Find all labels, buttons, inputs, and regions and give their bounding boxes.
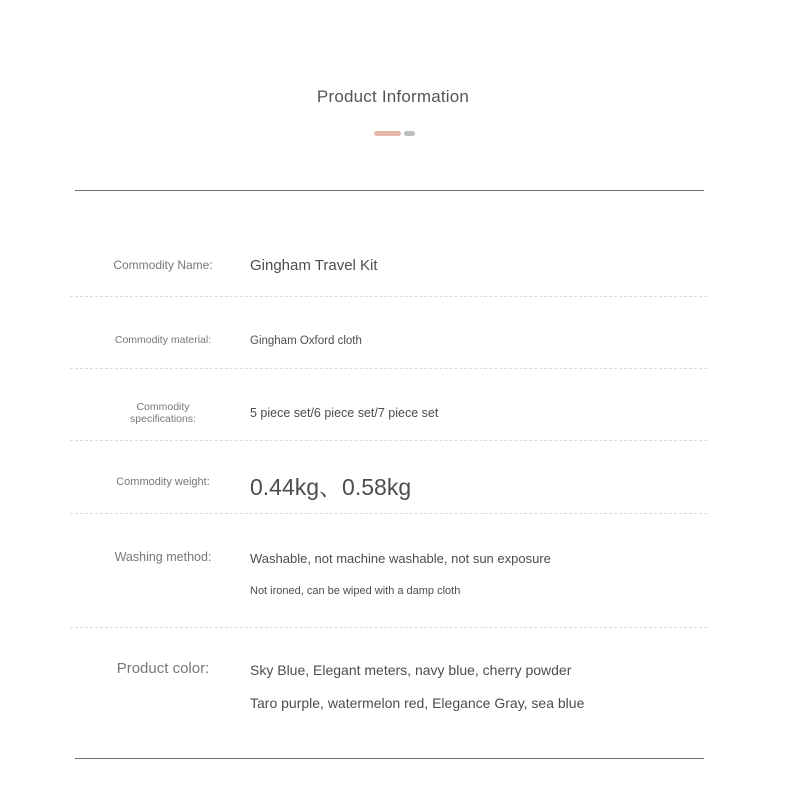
bottom-divider <box>75 758 704 759</box>
top-divider <box>75 190 704 191</box>
product-color-label: Product color: <box>116 660 210 677</box>
commodity-weight-label: Commodity weight: <box>116 476 210 488</box>
commodity-weight-value: 0.44kg、0.58kg <box>250 474 412 500</box>
row-separator <box>70 513 707 514</box>
row-separator <box>70 296 707 297</box>
title-accent-dot <box>404 131 415 136</box>
row-separator <box>70 440 707 441</box>
washing-method-value-line2: Not ironed, can be wiped with a damp cloth <box>250 585 461 597</box>
commodity-name-label: Commodity Name: <box>113 258 213 272</box>
row-separator <box>70 368 707 369</box>
commodity-specifications-label-line: Commodity <box>136 401 190 413</box>
row-separator <box>70 627 707 628</box>
commodity-specifications-label <box>100 402 226 425</box>
title-accent-bar <box>374 131 401 136</box>
commodity-specifications-value: 5 piece set/6 piece set/7 piece set <box>250 406 439 420</box>
commodity-specifications-label-line: specifications: <box>130 412 196 425</box>
commodity-material-value: Gingham Oxford cloth <box>250 335 362 347</box>
commodity-material-label: Commodity material: <box>114 334 212 346</box>
section-title: Product Information <box>316 87 470 106</box>
commodity-name-value: Gingham Travel Kit <box>250 257 378 274</box>
washing-method-label: Washing method: <box>114 550 212 564</box>
product-color-value-line1: Sky Blue, Elegant meters, navy blue, cherry powder <box>250 662 572 678</box>
product-color-value-line2: Taro purple, watermelon red, Elegance Gray, sea blue <box>250 695 585 711</box>
washing-method-value-line1: Washable, not machine washable, not sun exposure <box>250 551 551 566</box>
